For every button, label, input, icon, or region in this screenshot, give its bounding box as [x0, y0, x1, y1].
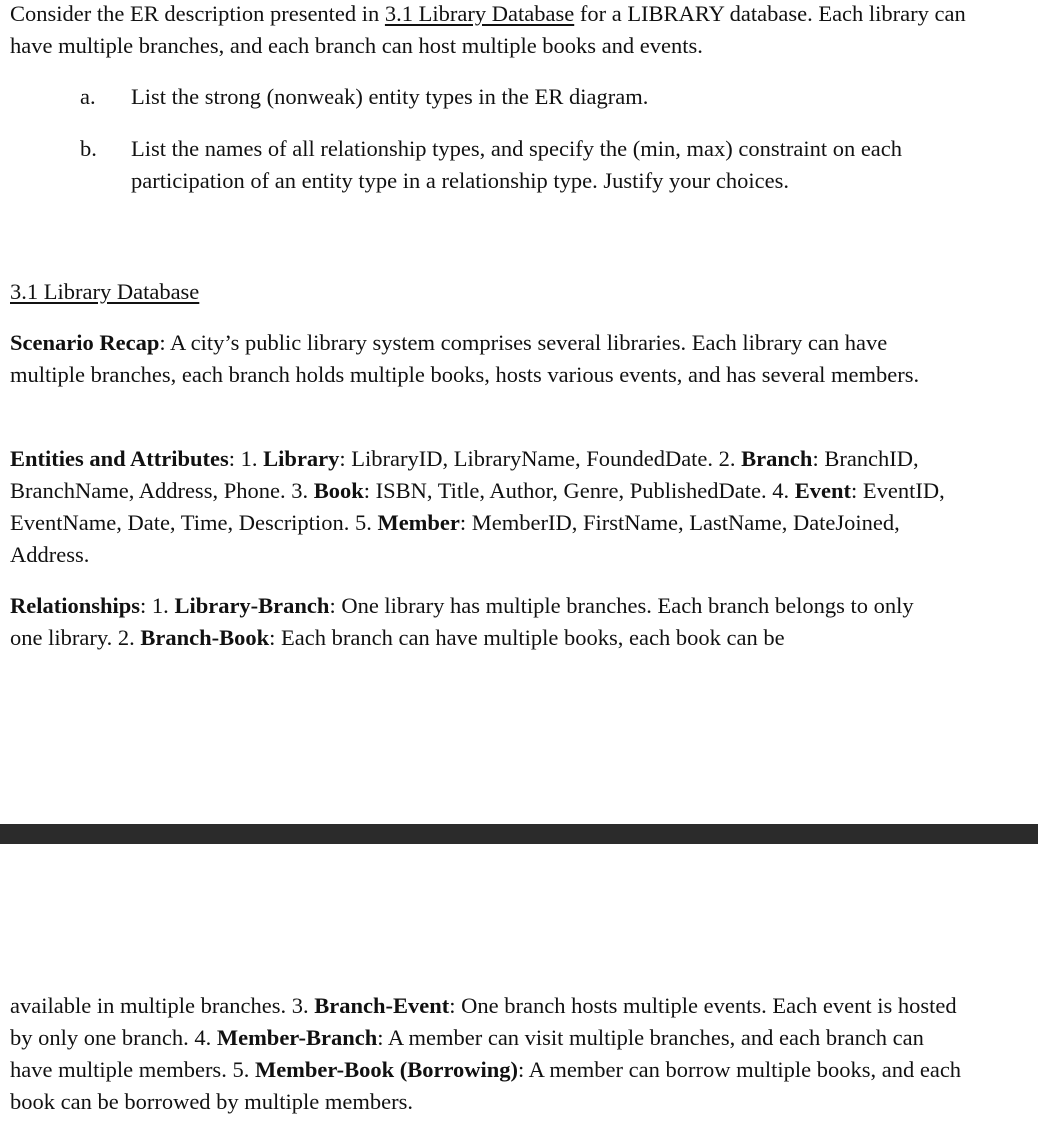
relationship-text: : One branch hosts multiple events. Each event is hosted by only one branch. 4. — [10, 993, 957, 1050]
entity-name: Book — [313, 478, 364, 503]
question-item-text: List the strong (nonweak) entity types in the ER diagram. — [131, 84, 649, 109]
question-item-a — [80, 81, 940, 113]
relationship-text: : A member can borrow multiple books, and each book can be borrowed by multiple members. — [10, 1057, 962, 1114]
scenario-paragraph — [10, 327, 948, 391]
entity-attributes: : LibraryID, LibraryName, FoundedDate. 2. — [339, 446, 742, 471]
relationships-paragraph — [10, 590, 948, 654]
entities-paragraph — [10, 443, 948, 571]
relationship-text: : A member can visit multiple branches, and each branch can have multiple members. 5. — [10, 1025, 924, 1082]
question-intro — [10, 0, 968, 62]
entities-label: Entities and Attributes — [10, 446, 229, 471]
intro-text-continued: for a LIBRARY database. Each library can have multiple branches, and each branch can host multiple books and events. — [10, 1, 966, 58]
entity-attributes: : EventID, EventName, Date, Time, Description. 5. — [10, 478, 945, 535]
question-item-text: List the names of all relationship types, and specify the (min, max) constraint on each participation of an entity type in a relationship type. Justify your choices. — [131, 136, 903, 193]
entity-name: Event — [794, 478, 851, 503]
entity-attributes: : BranchID, BranchName, Address, Phone. 3. — [10, 446, 919, 503]
relationship-text: : Each branch can have multiple books, each book can be — [269, 625, 785, 650]
scenario-text: : A city’s public library system comprises several libraries. Each library can have multiple branches, each branch holds multiple books, hosts various events, and has several members. — [10, 330, 920, 387]
entity-attributes: : ISBN, Title, Author, Genre, PublishedDate. 4. — [363, 478, 795, 503]
relationship-text: : One library has multiple branches. Each branch belongs to only one library. 2. — [10, 593, 914, 650]
list-marker: b. — [80, 136, 97, 161]
relationships-label: Relationships — [10, 593, 141, 618]
entity-name: Member — [377, 510, 460, 535]
relationship-name: Member-Book (Borrowing) — [254, 1057, 519, 1082]
relationship-text: available in multiple branches. 3. — [10, 993, 315, 1018]
page-break-divider — [0, 824, 1038, 844]
relationship-name: Branch-Book — [140, 625, 270, 650]
entity-name: Library — [263, 446, 340, 471]
relationship-name: Branch-Event — [314, 993, 450, 1018]
entity-name: Branch — [741, 446, 813, 471]
entity-prefix: : 1. — [228, 446, 264, 471]
relationship-prefix: : 1. — [140, 593, 175, 618]
section-heading: 3.1 Library Database — [10, 279, 200, 304]
relationship-name: Member-Branch — [216, 1025, 378, 1050]
scenario-label: Scenario Recap — [10, 330, 160, 355]
relationship-name: Library-Branch — [174, 593, 330, 618]
question-item-b — [80, 133, 940, 197]
relationships-paragraph-continued — [10, 990, 968, 1118]
intro-text: Consider the ER description presented in — [10, 1, 385, 26]
entity-attributes: : MemberID, FirstName, LastName, DateJoined, Address. — [10, 510, 900, 567]
library-database-link[interactable]: 3.1 Library Database — [384, 1, 575, 26]
list-marker: a. — [80, 84, 96, 109]
